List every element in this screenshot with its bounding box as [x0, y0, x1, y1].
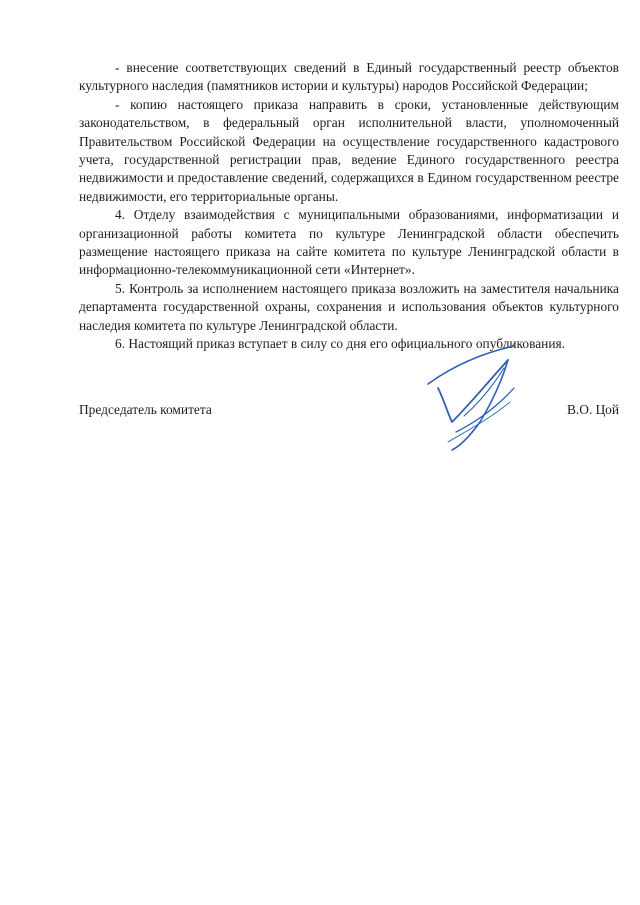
paragraph-item-6: 6. Настоящий приказ вступает в силу со дня его официального опубликования. [115, 336, 565, 352]
paragraph-item-4: 4. Отделу взаимодействия с муниципальными образованиями, информатизации и организационной работы комитета по культуре Ленинградской области обеспечить размещение настоящего приказа на сайте комитета по культуре Ленинградской области в информационно-телекоммуникационной сети «Интернет». [79, 207, 619, 278]
signature-block [79, 401, 619, 421]
paragraph-registry-entry: - внесение соответствующих сведений в Единый государственный реестр объектов культурного наследия (памятников истории и культуры) народов Российской Федерации; [79, 60, 619, 94]
signer-name: В.О. Цой [567, 402, 619, 417]
document-body [79, 59, 619, 354]
handwritten-signature-icon [418, 342, 530, 454]
paragraph-send-copy: - копию настоящего приказа направить в сроки, установленные действующим законодательством, в федеральный орган исполнительной власти, уполномоченный Правительством Российской Федерации на осуществление государственного кадастрового учета, государственной регистрации прав, ведение Единого государственного реестра недвижимости и предоставление сведений, содержащихся в Едином государственном реестре недвижимости, его территориальные органы. [79, 96, 619, 204]
paragraph-item-5: 5. Контроль за исполнением настоящего приказа возложить на заместителя начальника департамента государственной охраны, сохранения и использования объектов культурного наследия комитета по культуре Ленинградской области. [79, 280, 619, 333]
signer-position: Председатель комитета [79, 402, 212, 417]
